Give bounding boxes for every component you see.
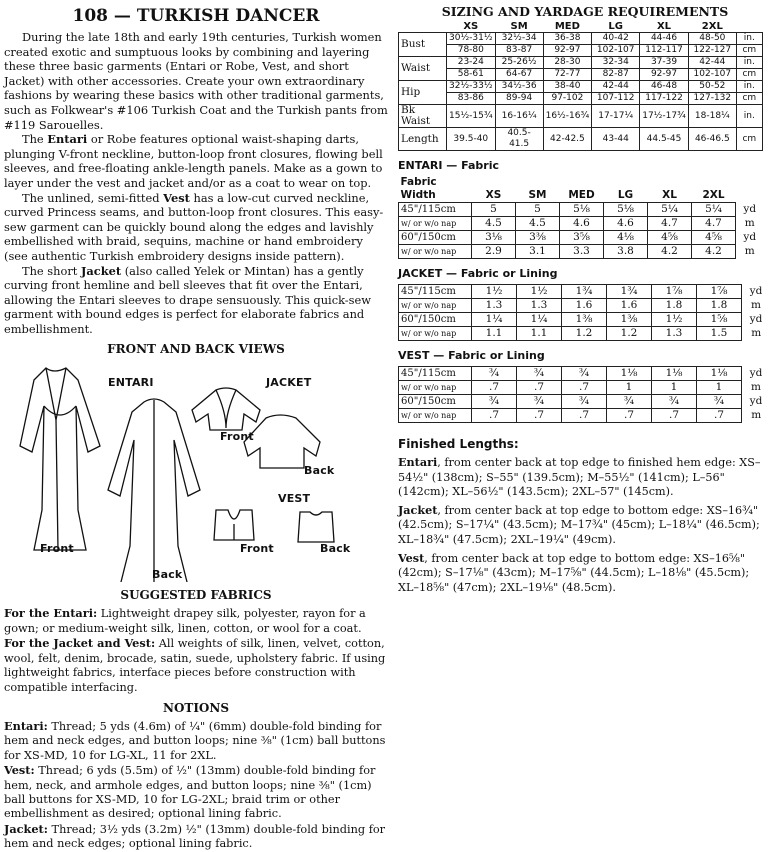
finished-lengths-title: Finished Lengths: [398, 437, 519, 451]
table-row: 45"/115cm 1½ 1½ 1¾ 1¾ 1⅞ 1⅞ yd [399, 285, 771, 299]
sizing-title: SIZING AND YARDAGE REQUIREMENTS [441, 4, 729, 19]
table-row: Length 39.5-40 40.5-41.5 42-42.5 43-44 44.5-45 46-46.5 cm [399, 128, 763, 151]
label-jacket-back: Back [304, 464, 335, 478]
garment-illustrations [4, 360, 388, 582]
label-jacket-front: Front [220, 430, 254, 444]
table-row: 78-80 83-87 92-97 102-107 112-117 122-127 cm [399, 45, 763, 57]
table-row: Waist 23-24 25-26½ 28-30 32-34 37-39 42-44 in. [399, 57, 763, 69]
vest-paragraph: The unlined, semi-fitted Vest has a low-cut curved neckline, curved Princess seams, and button-loop front closures. This easy-sew garment can be quickly bound along the edges and lavishly embellished with braid, sequins, machine or hand embroidery (see authentic Turkish embroidery designs inside pattern). [4, 190, 384, 263]
size-header: XS [463, 21, 479, 32]
vest-fabric-table [398, 366, 771, 423]
label-vest-front: Front [240, 542, 274, 556]
table-row: Hip 32½-33½ 34½-36 38-40 42-44 46-48 50-52 in. [399, 81, 763, 93]
table-row: 58-61 64-67 72-77 82-87 92-97 102-107 cm [399, 69, 763, 81]
views-heading: FRONT AND BACK VIEWS [107, 342, 285, 357]
finished-jacket: Jacket, from center back at top edge to bottom edge: XS–16¾" (42.5cm); S–17¼" (43.5cm); M–17¾" (45cm); L–18¼" (46.5cm); XL–18¾" (47.5cm); 2XL–19¼" (49cm). [398, 502, 760, 546]
fabrics-jacket-vest: For the Jacket and Vest: All weights of silk, linen, velvet, cotton, wool, felt, denim, brocade, satin, suede, upholstery fabric. If using lightweight fabrics, interface pieces before construction with compatible interfacing. [4, 636, 386, 694]
table-row: w/ or w/o nap .7 .7 .7 1 1 1 m [399, 381, 771, 395]
intro-paragraph: During the late 18th and early 19th centuries, Turkish women created exotic and sumptuous looks by combining and layering these three basic garments (Entari or Robe, Vest, and short Jacket) with other accessories. Create your own extraordinary fashions by wearing these basics with other traditional garments, such as Folkwear's #106 Turkish Coat and the Turkish pants from #119 Sarouelles. [4, 30, 388, 132]
entari-paragraph: The Entari or Robe features optional waist-shaping darts, plunging V-front neckline, button-loop front closures, flowing bell sleeves, and free-floating ankle-length panels. Make as a gown to layer under the vest and jacket and/or as a coat to wear on top. [4, 132, 383, 190]
finished-entari: Entari, from center back at top edge to finished hem edge: XS–54½" (138cm); S–55" (139.5cm); M–55½" (141cm); L–56" (142cm); XL–56½" (143.5cm); 2XL–57" (145cm). [398, 455, 761, 499]
notions-vest: Vest: Thread; 6 yds (5.5m) of ½" (13mm) double-fold binding for hem, neck, and armhole edges, and button loops; nine ⅜" (1cm) ball buttons for XS-MD, 10 for LG-2XL; braid trim or other embellishment as desired; optional lining fabric. [4, 763, 376, 821]
table-row: Bust 30½-31½ 32½-34 36-38 40-42 44-46 48-50 in. [399, 33, 763, 45]
size-header: MED [554, 21, 580, 32]
sizing-table [398, 21, 763, 151]
table-row: w/ or w/o nap 2.9 3.1 3.3 3.8 4.2 4.2 m [399, 245, 764, 259]
table-row: 83-86 89-94 97-102 107-112 117-122 127-132 cm [399, 93, 763, 105]
right-column [398, 4, 772, 598]
table-row: 60"/150cm 3⅛ 3⅜ 3⅝ 4⅛ 4⅝ 4⅝ yd [399, 231, 764, 245]
finished-vest: Vest, from center back at top edge to bottom edge: XS–16⅝" (42cm); S–17⅛" (43cm); M–17⅝" (44.5cm); L–18⅛" (45.5cm); XL–18⅝" (47cm); 2XL–19⅛" (48.5cm). [398, 550, 750, 594]
jacket-paragraph: The short Jacket (also called Yelek or Mintan) has a gently curving front hemline and bell sleeves that fit over the Entari, allowing the Entari sleeves to drape sensuously. This quick-sew garment with bound edges is perfect for elaborate fabrics and embellishment. [4, 263, 371, 336]
label-vest-back: Back [320, 542, 351, 556]
left-column [4, 4, 388, 852]
label-entari-front: Front [40, 542, 74, 556]
fabrics-heading: SUGGESTED FABRICS [120, 588, 272, 603]
label-vest: VEST [278, 492, 311, 506]
page-title: 108 — TURKISH DANCER [72, 6, 320, 26]
size-header: SM [510, 21, 528, 32]
size-header: XL [656, 21, 672, 32]
entari-fabric-title: ENTARI — Fabric [398, 159, 499, 172]
table-row: w/ or w/o nap 1.1 1.1 1.2 1.2 1.3 1.5 m [399, 327, 771, 341]
size-header: 2XL [701, 21, 723, 32]
table-row: 60"/150cm 1¼ 1¼ 1⅜ 1⅜ 1½ 1⅝ yd [399, 313, 771, 327]
jacket-fabric-table [398, 284, 771, 341]
vest-fabric-title: VEST — Fabric or Lining [398, 349, 545, 362]
table-row: 45"/115cm ¾ ¾ ¾ 1⅛ 1⅛ 1⅛ yd [399, 367, 771, 381]
jacket-fabric-title: JACKET — Fabric or Lining [398, 267, 558, 280]
size-header: LG [608, 21, 624, 32]
table-row: Bk Waist 15½-15¾ 16-16¼ 16½-16¾ 17-17¼ 17½-17¾ 18-18¼ in. [399, 105, 763, 128]
notions-heading: NOTIONS [162, 700, 230, 715]
notions-entari: Entari: Thread; 5 yds (4.6m) of ¼" (6mm) double-fold binding for hem and neck edges, and button loops; nine ⅜" (1cm) ball buttons for XS-MD, 10 for LG-XL, 11 for 2XL. [4, 718, 386, 762]
label-entari-back: Back [152, 568, 183, 582]
fabrics-entari: For the Entari: Lightweight drapey silk, polyester, rayon for a gown; or medium-weight silk, linen, cotton, or wool for a coat. [4, 606, 366, 635]
label-jacket: JACKET [266, 376, 312, 390]
table-row: 60"/150cm ¾ ¾ ¾ ¾ ¾ ¾ yd [399, 395, 771, 409]
label-entari: ENTARI [108, 376, 154, 390]
table-row: w/ or w/o nap 1.3 1.3 1.6 1.6 1.8 1.8 m [399, 299, 771, 313]
table-row: w/ or w/o nap 4.5 4.5 4.6 4.6 4.7 4.7 m [399, 217, 764, 231]
entari-fabric-table: Fabric Width XS SM MED LG XL 2XL 45"/115cm 5 5 5⅛ 5⅛ 5¼ 5¼ yd w/ or w/o nap 4.5 4.5 4.6 4.6 4.7 4.7 m 60"/150cm 3⅛ 3⅜ 3⅝ 4⅛ 4⅝ 4⅝ yd w/ or w/o nap 2.9 3.1 3.3 3.8 4.2 4.2 m [398, 176, 764, 259]
table-row: 45"/115cm 5 5 5⅛ 5⅛ 5¼ 5¼ yd [399, 203, 764, 217]
table-row: w/ or w/o nap .7 .7 .7 .7 .7 .7 m [399, 409, 771, 423]
notions-jacket: Jacket: Thread; 3½ yds (3.2m) ½" (13mm) double-fold binding for hem and neck edges; optional lining fabric. [4, 821, 386, 851]
